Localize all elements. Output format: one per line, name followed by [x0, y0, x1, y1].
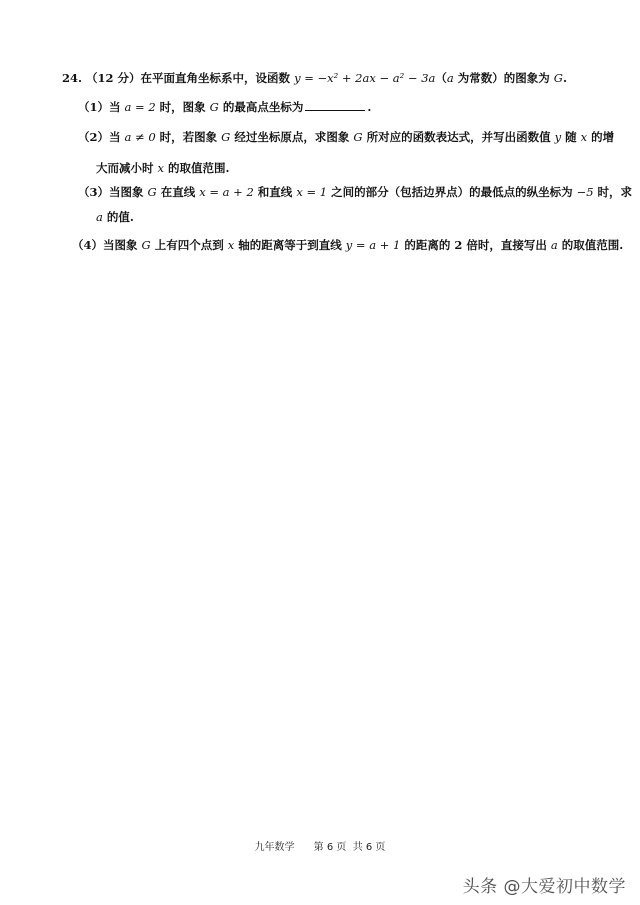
part-2 — [78, 129, 614, 145]
part-3-text: 当图象 — [109, 185, 148, 199]
part-2-line-2-x: x — [157, 161, 165, 175]
part-3-value: −5 — [576, 185, 594, 199]
part-2-line-2-end: 的取值范围. — [164, 161, 230, 175]
part-3-line-2: x = 1 — [296, 185, 328, 199]
intro-formula: y = −x² + 2ax − a² − 3a — [294, 71, 436, 85]
part-2-graph-2: G — [353, 130, 363, 144]
footer-subject: 九年数学 — [254, 842, 295, 853]
part-1-graph: G — [209, 100, 219, 114]
part-1-text: 当 — [109, 100, 125, 114]
intro-var: a — [446, 71, 454, 85]
part-2-line-2-text: 大而减小时 — [96, 161, 158, 175]
intro-text: 在平面直角坐标系中，设函数 — [140, 71, 295, 85]
intro-end: . — [562, 71, 567, 85]
part-2-text-2: 时，若图象 — [155, 130, 222, 144]
part-3-text-2: 在直线 — [156, 185, 200, 199]
part-4-var: a — [550, 238, 558, 252]
part-1-text-2: 时，图象 — [155, 100, 210, 114]
part-4-text-3: 轴的距离等于到直线 — [234, 238, 346, 252]
part-4-label: （4） — [72, 238, 104, 252]
part-2-condition: a ≠ 0 — [124, 130, 156, 144]
part-4-text: 当图象 — [103, 238, 142, 252]
part-4-text-4: 的距离的 2 倍时，直接写出 — [400, 238, 551, 252]
part-3-label: （3） — [78, 185, 110, 199]
part-3-row-2-var: a — [96, 210, 103, 224]
part-3-line-2-row — [96, 209, 134, 225]
part-1-label: （1） — [78, 100, 110, 114]
part-3-text-5: 时，求 — [593, 185, 633, 199]
part-3-line-1: x = a + 2 — [199, 185, 254, 199]
part-3-text-4: 之间的部分（包括边界点）的最低点的纵坐标为 — [327, 185, 577, 199]
part-4-text-2: 上有四个点到 — [150, 238, 228, 252]
part-2-text-5: 随 — [561, 130, 581, 144]
intro-text-2: 为常数）的图象为 — [453, 71, 554, 85]
intro-paren: （ — [435, 71, 447, 85]
part-2-y: y — [554, 130, 562, 144]
part-1 — [78, 99, 371, 115]
graph-name: G — [553, 71, 563, 85]
part-2-text-6: 的增 — [587, 130, 615, 144]
watermark: 头条 @大爱初中数学 — [462, 877, 626, 897]
part-3 — [78, 184, 632, 200]
part-1-end: . — [367, 100, 372, 114]
footer-page-number: 第 6 页 共 6 页 — [313, 842, 386, 853]
question-number: 24. — [62, 71, 83, 85]
part-4-line: y = a + 1 — [345, 238, 401, 252]
part-1-text-3: 的最高点坐标为 — [218, 100, 304, 114]
part-2-line-2 — [96, 160, 230, 176]
part-2-text-3: 经过坐标原点，求图象 — [230, 130, 354, 144]
part-3-text-3: 和直线 — [253, 185, 297, 199]
part-4-text-5: 的取值范围. — [557, 238, 624, 252]
part-2-label: （2） — [78, 130, 110, 144]
part-4 — [72, 237, 623, 253]
question-intro — [62, 70, 567, 86]
part-2-text-4: 所对应的函数表达式，并写出函数值 — [362, 130, 555, 144]
answer-blank — [305, 99, 365, 111]
part-2-text: 当 — [109, 130, 125, 144]
part-4-graph: G — [141, 238, 151, 252]
part-1-condition: a = 2 — [124, 100, 156, 114]
page-footer — [0, 838, 640, 853]
part-2-graph: G — [221, 130, 231, 144]
question-points: （12 分） — [86, 71, 141, 85]
part-2-x: x — [580, 130, 588, 144]
part-3-row-2-end: 的值. — [102, 210, 134, 224]
part-4-x: x — [227, 238, 235, 252]
part-3-graph: G — [147, 185, 157, 199]
